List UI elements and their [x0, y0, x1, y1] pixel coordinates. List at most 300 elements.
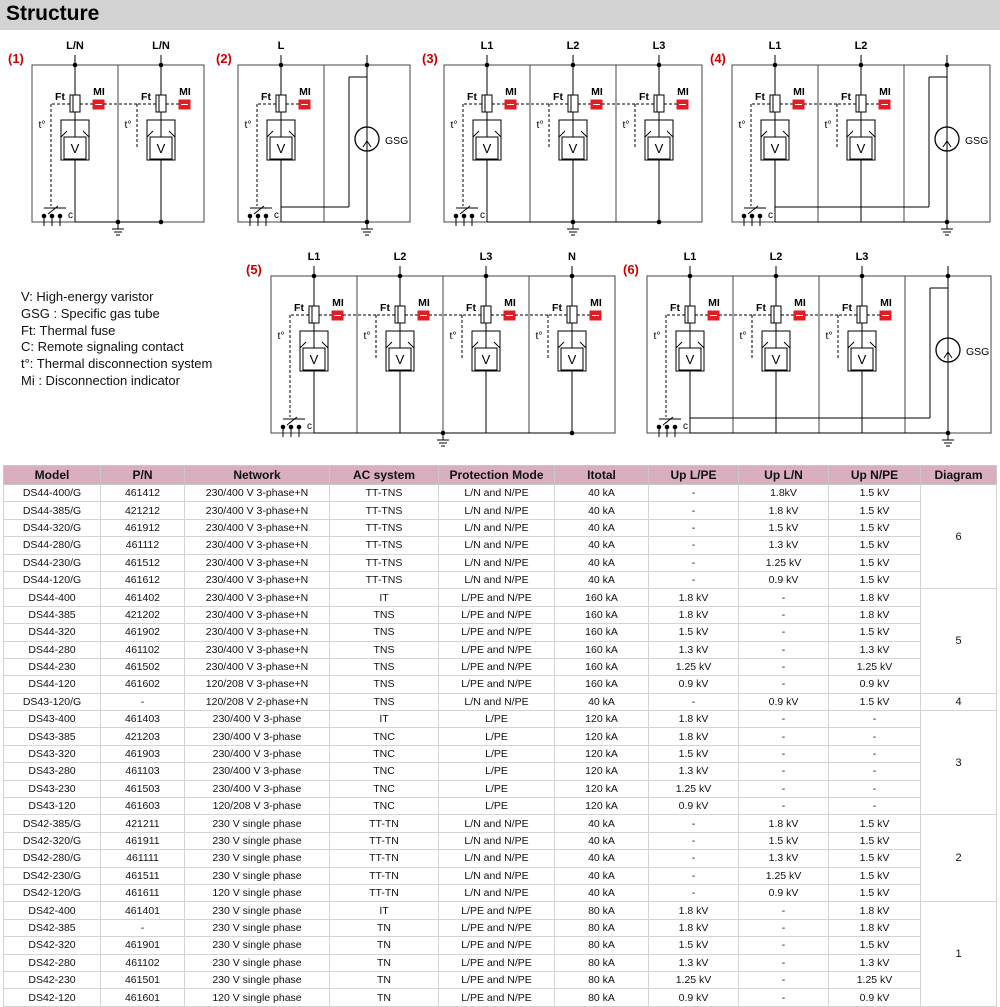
- col-header-network: Network: [185, 466, 330, 485]
- junction-dot: [159, 220, 164, 225]
- table-cell: TT-TN: [330, 884, 439, 901]
- table-row: [4, 693, 997, 710]
- table-cell: L/N and N/PE: [439, 519, 555, 536]
- table-cell: DS43-120: [4, 798, 101, 815]
- table-cell: -: [739, 624, 829, 641]
- table-cell: -: [649, 571, 739, 588]
- thermal-fuse: [857, 306, 867, 323]
- line-label: L3: [479, 251, 493, 263]
- mi-label: MI: [879, 86, 891, 98]
- table-cell: 230 V single phase: [185, 954, 330, 971]
- legend-item-thermal-disconnect: t°: Thermal disconnection system: [21, 356, 213, 372]
- table-cell: DS44-400/G: [4, 485, 101, 502]
- ft-label: Ft: [842, 302, 852, 314]
- table-cell: 1.5 kV: [649, 745, 739, 762]
- table-cell: -: [829, 780, 921, 797]
- table-cell: DS44-120/G: [4, 571, 101, 588]
- temp-label: t°: [622, 119, 630, 131]
- table-cell: DS43-280: [4, 763, 101, 780]
- table-cell: -: [739, 937, 829, 954]
- temp-label: t°: [536, 119, 544, 131]
- table-row: [4, 537, 997, 554]
- table-row: [4, 711, 997, 728]
- junction-dot: [859, 63, 864, 68]
- table-cell: 120 kA: [555, 780, 649, 797]
- table-cell: 120 kA: [555, 798, 649, 815]
- varistor-diag: [559, 131, 565, 137]
- gsg-label: GSG: [385, 135, 409, 147]
- table-body: [4, 485, 997, 1007]
- junction-dot: [485, 63, 490, 68]
- table-cell: 1.5 kV: [829, 519, 921, 536]
- table-cell: 1.3 kV: [739, 850, 829, 867]
- table-cell: L/N and N/PE: [439, 884, 555, 901]
- junction-dot: [860, 274, 865, 279]
- legend-item-signal-contact: C: Remote signaling contact: [21, 339, 184, 355]
- table-cell: -: [739, 763, 829, 780]
- table-row: [4, 502, 997, 519]
- table-cell: IT: [330, 589, 439, 606]
- table-cell: L/PE and N/PE: [439, 658, 555, 675]
- varistor-diag: [783, 131, 789, 137]
- thermal-fuse: [276, 95, 286, 112]
- junction-dot: [159, 63, 164, 68]
- table-cell: DS44-120: [4, 676, 101, 693]
- table-cell: -: [649, 502, 739, 519]
- varistor-diag: [762, 342, 768, 348]
- table-cell: 80 kA: [555, 902, 649, 919]
- table-cell: -: [829, 728, 921, 745]
- table-cell: TN: [330, 954, 439, 971]
- table-cell: -: [649, 485, 739, 502]
- col-header-protection-mode: Protection Mode: [439, 466, 555, 485]
- table-row: [4, 554, 997, 571]
- table-cell: TT-TN: [330, 832, 439, 849]
- temp-label: t°: [653, 330, 661, 342]
- table-cell: DS42-385/G: [4, 815, 101, 832]
- section-title: Structure: [6, 2, 100, 25]
- junction-dot: [312, 274, 317, 279]
- table-cell: 160 kA: [555, 641, 649, 658]
- table-cell: DS44-400: [4, 589, 101, 606]
- thermal-fuse: [309, 306, 319, 323]
- mi-label: MI: [880, 297, 892, 309]
- varistor-label: V: [567, 352, 577, 367]
- varistor-label: V: [771, 352, 781, 367]
- table-cell: 40 kA: [555, 554, 649, 571]
- table-cell: 80 kA: [555, 919, 649, 936]
- table-row: [4, 867, 997, 884]
- table-row: [4, 815, 997, 832]
- varistor-diag: [472, 342, 478, 348]
- table-cell: 0.9 kV: [739, 571, 829, 588]
- table-cell: 421203: [101, 728, 185, 745]
- varistor-diag: [645, 131, 651, 137]
- table-cell: L/PE: [439, 711, 555, 728]
- table-cell: 1.3 kV: [649, 763, 739, 780]
- table-cell: DS42-400: [4, 902, 101, 919]
- table-cell: 461502: [101, 658, 185, 675]
- table-cell: 160 kA: [555, 624, 649, 641]
- line-label: L2: [769, 251, 783, 263]
- table-cell: 1.5 kV: [829, 867, 921, 884]
- table-cell: 1.25 kV: [649, 780, 739, 797]
- table-cell: -: [829, 745, 921, 762]
- table-row: [4, 728, 997, 745]
- varistor-label: V: [857, 352, 867, 367]
- junction-dot: [484, 274, 489, 279]
- diagram-number: (1): [8, 51, 24, 66]
- table-cell: 1.5 kV: [739, 519, 829, 536]
- table-cell: 230/400 V 3-phase+N: [185, 519, 330, 536]
- table-cell: 461603: [101, 798, 185, 815]
- table-cell: 1.3 kV: [739, 537, 829, 554]
- varistor-diag: [83, 131, 89, 137]
- varistor-diag: [761, 131, 767, 137]
- table-cell: DS42-320: [4, 937, 101, 954]
- table-cell: 1.5 kV: [829, 937, 921, 954]
- table-row: [4, 971, 997, 988]
- table-row: [4, 937, 997, 954]
- temp-label: t°: [38, 119, 46, 131]
- table-cell: TT-TN: [330, 867, 439, 884]
- diagram-number-cell: 6: [921, 485, 997, 589]
- varistor-diag: [169, 131, 175, 137]
- table-cell: 1.8 kV: [649, 902, 739, 919]
- table-cell: L/PE and N/PE: [439, 937, 555, 954]
- table-cell: 40 kA: [555, 832, 649, 849]
- temp-label: t°: [450, 119, 458, 131]
- contact-switch: [287, 417, 297, 425]
- mi-label: MI: [708, 297, 720, 309]
- table-cell: 461601: [101, 989, 185, 1006]
- table-cell: 230 V single phase: [185, 832, 330, 849]
- table-cell: TT-TNS: [330, 554, 439, 571]
- varistor-label: V: [309, 352, 319, 367]
- temp-label: t°: [535, 330, 543, 342]
- table-cell: -: [739, 745, 829, 762]
- table-cell: 0.9 kV: [829, 676, 921, 693]
- table-cell: -: [829, 763, 921, 780]
- wiring-diagrams: [0, 30, 1000, 460]
- table-cell: 461412: [101, 485, 185, 502]
- table-cell: 40 kA: [555, 502, 649, 519]
- table-cell: L/N and N/PE: [439, 832, 555, 849]
- table-cell: 40 kA: [555, 537, 649, 554]
- table-cell: -: [739, 641, 829, 658]
- table-cell: 230 V single phase: [185, 815, 330, 832]
- table-cell: L/PE: [439, 745, 555, 762]
- table-cell: L/N and N/PE: [439, 485, 555, 502]
- table-cell: 1.8 kV: [649, 728, 739, 745]
- table-cell: 1.25 kV: [829, 658, 921, 675]
- table-cell: 1.5 kV: [649, 624, 739, 641]
- ft-label: Ft: [553, 91, 563, 103]
- table-cell: 120 kA: [555, 728, 649, 745]
- ft-label: Ft: [466, 302, 476, 314]
- table-cell: 421211: [101, 815, 185, 832]
- col-header-up-lpe: Up L/PE: [649, 466, 739, 485]
- table-cell: 1.5 kV: [649, 937, 739, 954]
- table-row: [4, 919, 997, 936]
- varistor-diag: [869, 131, 875, 137]
- table-cell: 0.9 kV: [649, 676, 739, 693]
- varistor-diag: [581, 131, 587, 137]
- table-cell: TT-TNS: [330, 502, 439, 519]
- mi-label: MI: [591, 86, 603, 98]
- table-row: [4, 485, 997, 502]
- line-label: L3: [652, 40, 666, 52]
- table-cell: -: [739, 658, 829, 675]
- contact-switch: [748, 206, 758, 214]
- table-cell: 120 kA: [555, 745, 649, 762]
- table-cell: 0.9 kV: [739, 884, 829, 901]
- contact-label: c: [68, 210, 73, 221]
- varistor-diag: [267, 131, 273, 137]
- table-cell: -: [829, 798, 921, 815]
- table-cell: TN: [330, 989, 439, 1006]
- contact-label: c: [480, 210, 485, 221]
- table-cell: 120 V single phase: [185, 884, 330, 901]
- table-cell: 461912: [101, 519, 185, 536]
- table-cell: 1.5 kV: [829, 815, 921, 832]
- mi-label: MI: [504, 297, 516, 309]
- table-cell: -: [649, 519, 739, 536]
- junction-dot: [570, 274, 575, 279]
- table-cell: 230/400 V 3-phase+N: [185, 502, 330, 519]
- mi-label: MI: [93, 86, 105, 98]
- table-cell: 1.25 kV: [649, 658, 739, 675]
- mi-label: MI: [332, 297, 344, 309]
- thermal-fuse: [156, 95, 166, 112]
- table-cell: TNS: [330, 693, 439, 710]
- table-cell: 160 kA: [555, 658, 649, 675]
- junction-dot: [945, 63, 950, 68]
- table-row: [4, 989, 997, 1006]
- table-row: [4, 798, 997, 815]
- table-cell: 1.8 kV: [829, 606, 921, 623]
- temp-label: t°: [277, 330, 285, 342]
- mi-label: MI: [505, 86, 517, 98]
- table-cell: 230 V single phase: [185, 971, 330, 988]
- table-cell: 1.3 kV: [649, 954, 739, 971]
- table-cell: 230/400 V 3-phase+N: [185, 624, 330, 641]
- junction-dot: [570, 431, 575, 436]
- table-cell: DS42-120/G: [4, 884, 101, 901]
- table-cell: 1.8 kV: [649, 711, 739, 728]
- thermal-fuse: [685, 306, 695, 323]
- table-cell: TNS: [330, 624, 439, 641]
- junction-dot: [774, 274, 779, 279]
- table-cell: 421212: [101, 502, 185, 519]
- col-header-up-npe: Up N/PE: [829, 466, 921, 485]
- table-cell: L/PE and N/PE: [439, 676, 555, 693]
- col-header-diagram: Diagram: [921, 466, 997, 485]
- ft-label: Ft: [841, 91, 851, 103]
- line-label: L2: [566, 40, 580, 52]
- diagram-number-cell: 2: [921, 815, 997, 902]
- table-cell: -: [649, 867, 739, 884]
- table-row: [4, 780, 997, 797]
- thermal-fuse: [770, 95, 780, 112]
- table-cell: 230 V single phase: [185, 850, 330, 867]
- temp-label: t°: [244, 119, 252, 131]
- table-cell: DS42-230: [4, 971, 101, 988]
- table-cell: L/N and N/PE: [439, 502, 555, 519]
- table-cell: 461611: [101, 884, 185, 901]
- table-cell: L/PE and N/PE: [439, 641, 555, 658]
- table-cell: 230/400 V 3-phase: [185, 763, 330, 780]
- contact-label: c: [307, 421, 312, 432]
- table-cell: TNS: [330, 641, 439, 658]
- table-cell: 1.3 kV: [829, 954, 921, 971]
- table-cell: 1.5 kV: [829, 571, 921, 588]
- table-cell: L/PE: [439, 728, 555, 745]
- junction-dot: [657, 220, 662, 225]
- table-cell: -: [739, 989, 829, 1006]
- table-row: [4, 763, 997, 780]
- table-row: [4, 624, 997, 641]
- table-cell: L/PE and N/PE: [439, 989, 555, 1006]
- table-row: [4, 519, 997, 536]
- line-label: L3: [855, 251, 869, 263]
- table-cell: TT-TN: [330, 815, 439, 832]
- table-cell: 461503: [101, 780, 185, 797]
- ft-label: Ft: [141, 91, 151, 103]
- table-cell: 1.25 kV: [739, 867, 829, 884]
- varistor-label: V: [156, 141, 166, 156]
- table-cell: 421202: [101, 606, 185, 623]
- table-cell: DS44-320: [4, 624, 101, 641]
- varistor-diag: [698, 342, 704, 348]
- junction-dot: [279, 63, 284, 68]
- table-cell: L/PE and N/PE: [439, 606, 555, 623]
- table-cell: 461402: [101, 589, 185, 606]
- table-cell: 461501: [101, 971, 185, 988]
- table-cell: 40 kA: [555, 519, 649, 536]
- contact-label: c: [274, 210, 279, 221]
- table-row: [4, 850, 997, 867]
- varistor-diag: [784, 342, 790, 348]
- line-label: L1: [480, 40, 494, 52]
- table-cell: TNS: [330, 676, 439, 693]
- table-cell: 230 V single phase: [185, 902, 330, 919]
- table-cell: 160 kA: [555, 589, 649, 606]
- junction-dot: [773, 63, 778, 68]
- varistor-diag: [667, 131, 673, 137]
- table-cell: 1.5 kV: [829, 502, 921, 519]
- temp-label: t°: [363, 330, 371, 342]
- table-cell: TT-TNS: [330, 537, 439, 554]
- junction-dot: [365, 63, 370, 68]
- table-cell: 230/400 V 3-phase+N: [185, 485, 330, 502]
- table-cell: 461403: [101, 711, 185, 728]
- legend-item-thermal-fuse: Ft: Thermal fuse: [21, 322, 116, 338]
- table-cell: 461512: [101, 554, 185, 571]
- section-header: [0, 0, 1000, 30]
- table-cell: 40 kA: [555, 884, 649, 901]
- table-cell: 40 kA: [555, 867, 649, 884]
- table-cell: 1.3 kV: [649, 641, 739, 658]
- table-cell: DS44-230/G: [4, 554, 101, 571]
- contact-label: c: [683, 421, 688, 432]
- table-cell: L/PE and N/PE: [439, 954, 555, 971]
- table-cell: 461511: [101, 867, 185, 884]
- table-cell: 230/400 V 3-phase+N: [185, 554, 330, 571]
- table-cell: DS44-385: [4, 606, 101, 623]
- table-cell: L/N and N/PE: [439, 850, 555, 867]
- table-cell: -: [739, 728, 829, 745]
- mi-label: MI: [299, 86, 311, 98]
- table-cell: 80 kA: [555, 989, 649, 1006]
- table-cell: 120 kA: [555, 763, 649, 780]
- table-cell: DS43-120/G: [4, 693, 101, 710]
- thermal-fuse: [70, 95, 80, 112]
- table-cell: TNC: [330, 745, 439, 762]
- table-cell: 1.5 kV: [829, 485, 921, 502]
- ft-label: Ft: [55, 91, 65, 103]
- table-cell: TT-TNS: [330, 485, 439, 502]
- diagram-number: (5): [246, 262, 262, 277]
- temp-label: t°: [825, 330, 833, 342]
- mi-label: MI: [590, 297, 602, 309]
- table-cell: TNS: [330, 658, 439, 675]
- table-cell: -: [739, 798, 829, 815]
- table-row: [4, 571, 997, 588]
- gsg-label: GSG: [966, 346, 990, 358]
- diagram-number: (6): [623, 262, 639, 277]
- temp-label: t°: [449, 330, 457, 342]
- table-cell: TNC: [330, 780, 439, 797]
- mi-label: MI: [179, 86, 191, 98]
- legend-item-varistor: V: High-energy varistor: [21, 289, 154, 304]
- table-cell: 461112: [101, 537, 185, 554]
- table-cell: 461111: [101, 850, 185, 867]
- table-cell: 40 kA: [555, 571, 649, 588]
- product-table: [3, 465, 997, 1007]
- table-cell: 80 kA: [555, 937, 649, 954]
- mi-label: MI: [677, 86, 689, 98]
- table-cell: 40 kA: [555, 693, 649, 710]
- table-cell: 230/400 V 3-phase: [185, 745, 330, 762]
- varistor-label: V: [70, 141, 80, 156]
- table-cell: -: [739, 971, 829, 988]
- table-row: [4, 902, 997, 919]
- symbol-legend: [21, 289, 212, 390]
- thermal-fuse: [482, 95, 492, 112]
- contact-switch: [663, 417, 673, 425]
- table-cell: 230/400 V 3-phase+N: [185, 641, 330, 658]
- table-cell: IT: [330, 711, 439, 728]
- table-cell: L/PE and N/PE: [439, 589, 555, 606]
- varistor-diag: [580, 342, 586, 348]
- table-cell: 230/400 V 3-phase: [185, 780, 330, 797]
- table-cell: TNS: [330, 606, 439, 623]
- table-row: [4, 589, 997, 606]
- varistor-diag: [322, 342, 328, 348]
- table-cell: 80 kA: [555, 971, 649, 988]
- legend-item-indicator: Mi : Disconnection indicator: [21, 372, 180, 388]
- varistor-diag: [300, 342, 306, 348]
- col-header-ac-system: AC system: [330, 466, 439, 485]
- table-cell: 120 kA: [555, 711, 649, 728]
- thermal-fuse: [567, 306, 577, 323]
- table-cell: -: [739, 902, 829, 919]
- table-cell: -: [829, 711, 921, 728]
- line-label: N: [568, 251, 576, 263]
- col-header-itotal: Itotal: [555, 466, 649, 485]
- varistor-label: V: [276, 141, 286, 156]
